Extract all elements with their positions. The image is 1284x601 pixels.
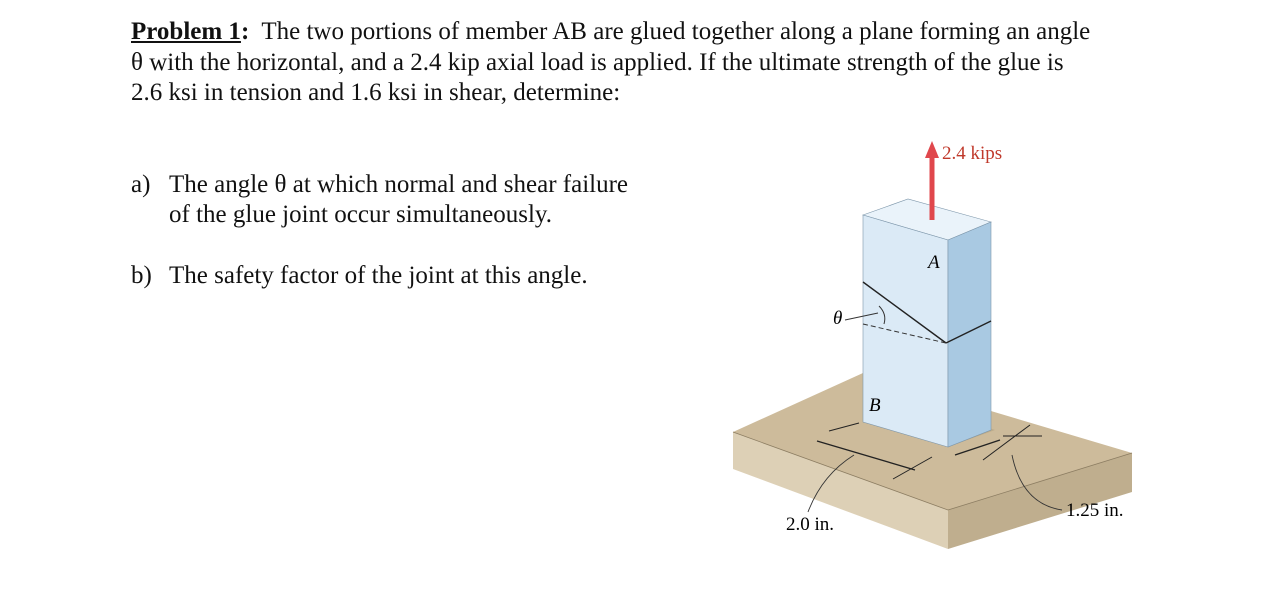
problem-heading: Problem 1 [131, 18, 241, 45]
column-side-face [948, 222, 991, 447]
part-a-label: a) [131, 171, 151, 198]
problem-line-2: θ with the horizontal, and a 2.4 kip axial load is applied. If the ultimate strength of the glue is [131, 48, 1064, 76]
width-dimension-label: 2.0 in. [786, 514, 835, 535]
problem-text-1: The two portions of member AB are glued together along a plane forming an angle [261, 18, 1091, 45]
problem-line-3: 2.6 ksi in tension and 1.6 ksi in shear, determine: [131, 79, 621, 106]
part-a-line-1: The angle θ at which normal and shear failure [169, 171, 629, 198]
part-b-line-1: The safety factor of the joint at this angle. [169, 262, 588, 289]
load-label: 2.4 kips [942, 143, 1003, 164]
part-b-label: b) [131, 262, 152, 289]
part-a-line-2: of the glue joint occur simultaneously. [169, 201, 553, 228]
point-b-label: B [869, 395, 881, 416]
angle-theta-label: θ [833, 308, 843, 329]
depth-dimension-label: 1.25 in. [1066, 500, 1124, 521]
load-arrow-head [925, 141, 939, 158]
problem-heading-colon: : [240, 18, 250, 45]
point-a-label: A [928, 252, 940, 273]
